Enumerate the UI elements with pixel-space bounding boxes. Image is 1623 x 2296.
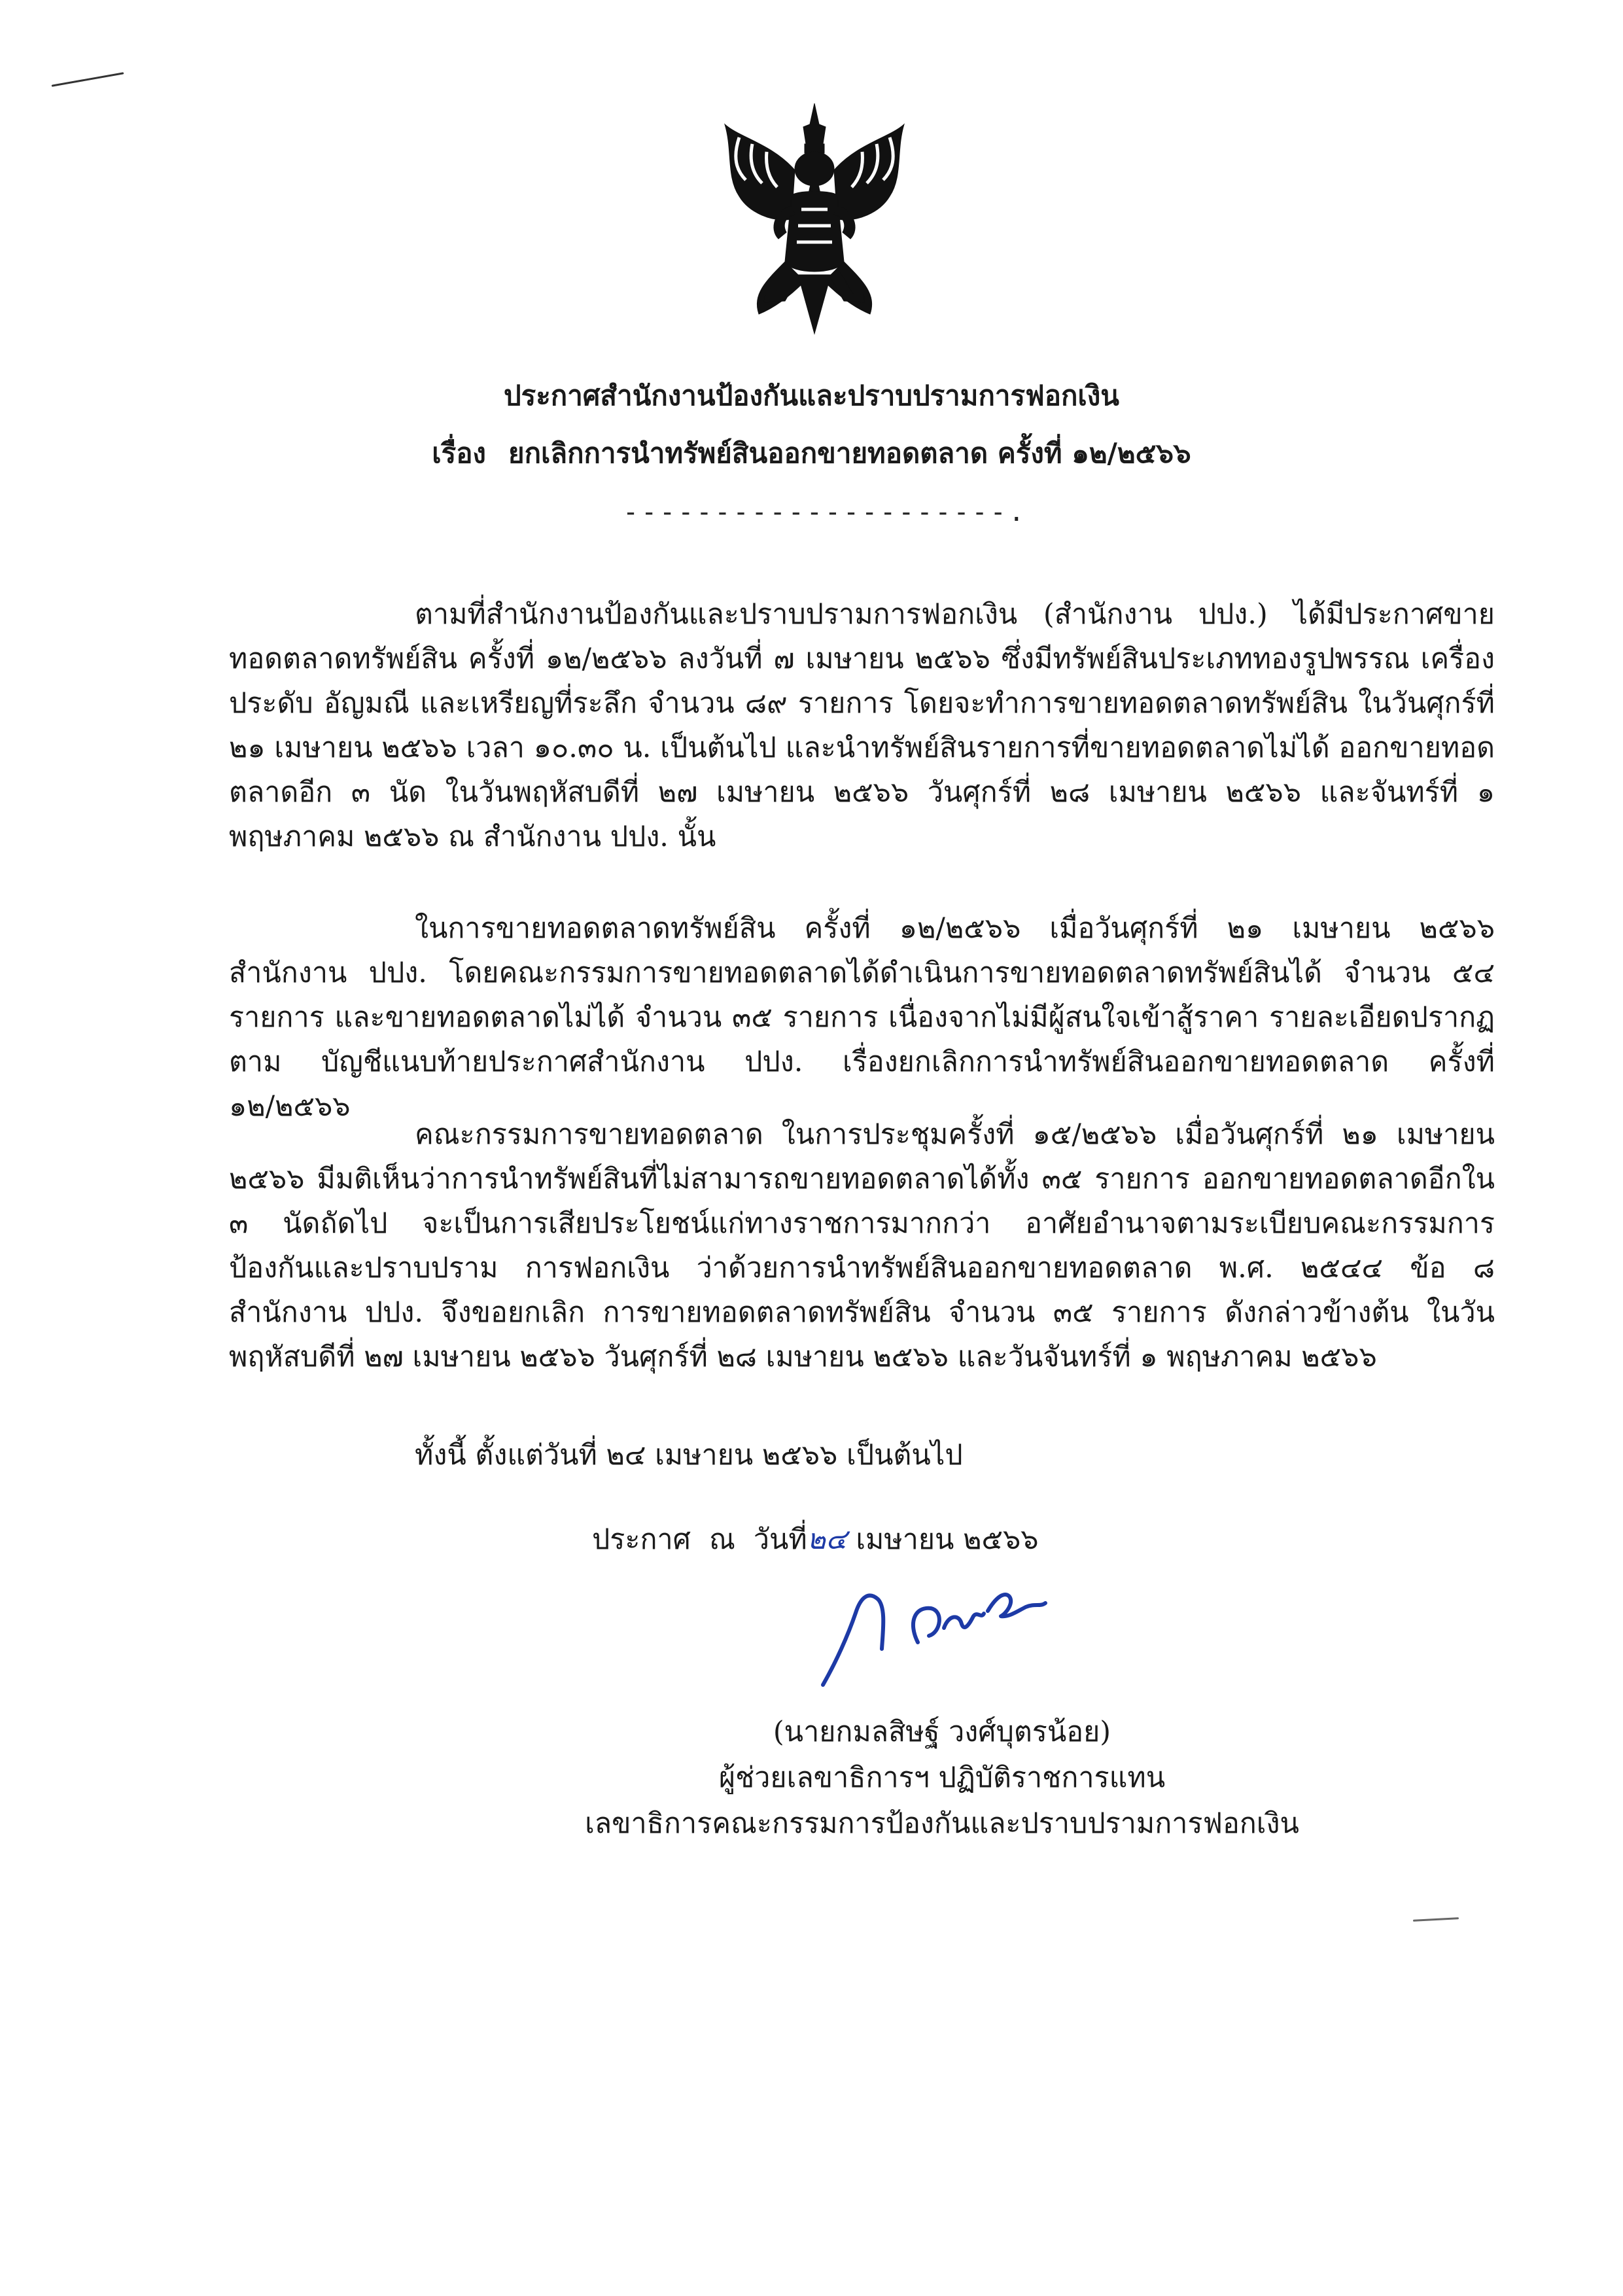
paragraph-2: ในการขายทอดตลาดทรัพย์สิน ครั้งที่ ๑๒/๒๕๖๖ เมื่อวันศุกร์ที่ ๒๑ เมษายน ๒๕๖๖ สำนักงาน ปปง. โดยคณะกรรมการขายทอดตลาดได้ดำเนินการขายทอดตลาดทรัพย์สินได้ จำนวน ๕๔ รายการ และขายทอดตลาดไม่ได้ จำนวน ๓๕ รายการ เนื่องจากไม่มีผู้สนใจเข้าสู้ราคา รายละเอียดปรากฏตาม บัญชีแนบท้ายประกาศสำนักงาน ปปง. เรื่องยกเลิกการนำทรัพย์สินออกขายทอดตลาด ครั้งที่ ๑๒/๒๕๖๖ [229, 912, 1495, 1123]
document-subject [0, 432, 1623, 475]
paragraph-1: ตามที่สำนักงานป้องกันและปราบปรามการฟอกเงิน (สำนักงาน ปปง.) ได้มีประกาศขายทอดตลาดทรัพย์สิน ครั้งที่ ๑๒/๒๕๖๖ ลงวันที่ ๗ เมษายน ๒๕๖๖ ซึ่งมีทรัพย์สินประเภททองรูปพรรณ เครื่องประดับ อัญมณี และเหรียญที่ระลึก จำนวน ๘๙ รายการ โดยจะทำการขายทอดตลาดทรัพย์สิน ในวันศุกร์ที่ ๒๑ เมษายน ๒๕๖๖ เวลา ๑๐.๓๐ น. เป็นต้นไป และนำทรัพย์สินรายการที่ขายทอดตลาดไม่ได้ ออกขายทอดตลาดอีก ๓ นัด ในวันพฤหัสบดีที่ ๒๗ เมษายน ๒๕๖๖ วันศุกร์ที่ ๒๘ เมษายน ๒๕๖๖ และจันทร์ที่ ๑ พฤษภาคม ๒๕๖๖ ณ สำนักงาน ปปง. นั้น [229, 598, 1495, 853]
scan-mark [52, 72, 124, 86]
scan-mark [1413, 1917, 1459, 1922]
signature-icon [810, 1551, 1058, 1695]
announce-at: ณ [708, 1523, 735, 1556]
paragraph-4: ทั้งนี้ ตั้งแต่วันที่ ๒๔ เมษายน ๒๕๖๖ เป็นต้นไป [415, 1439, 963, 1472]
signature-block [543, 1709, 1341, 1846]
announce-label: ประกาศ [592, 1523, 691, 1556]
document-title: ประกาศสำนักงานป้องกันและปราบปรามการฟอกเงิน [503, 380, 1119, 412]
separator-line: ---------------------. [623, 497, 1027, 527]
announce-day-prefix: วันที่ [753, 1523, 807, 1556]
signer-position-1: ผู้ช่วยเลขาธิการฯ ปฏิบัติราชการแทน [718, 1761, 1166, 1794]
announce-month-year: เมษายน ๒๕๖๖ [856, 1523, 1039, 1556]
subject-text: ยกเลิกการนำทรัพย์สินออกขายทอดตลาด ครั้งที่ ๑๒/๒๕๖๖ [508, 437, 1191, 469]
subject-label: เรื่อง [432, 437, 486, 469]
handwritten-day: ๒๔ [807, 1523, 847, 1556]
paragraph-3: คณะกรรมการขายทอดตลาด ในการประชุมครั้งที่ ๑๕/๒๕๖๖ เมื่อวันศุกร์ที่ ๒๑ เมษายน ๒๕๖๖ มีมติเห็นว่าการนำทรัพย์สินที่ไม่สามารถขายทอดตลาดได้ทั้ง ๓๕ รายการ ออกขายทอดตลาดอีกใน ๓ นัดถัดไป จะเป็นการเสียประโยชน์แก่ทางราชการมากกว่า อาศัยอำนาจตามระเบียบคณะกรรมการป้องกันและปราบปราม การฟอกเงิน ว่าด้วยการนำทรัพย์สินออกขายทอดตลาด พ.ศ. ๒๕๔๔ ข้อ ๘ สำนักงาน ปปง. จึงขอยกเลิก การขายทอดตลาดทรัพย์สิน จำนวน ๓๕ รายการ ดังกล่าวข้างต้น ในวันพฤหัสบดีที่ ๒๗ เมษายน ๒๕๖๖ วันศุกร์ที่ ๒๘ เมษายน ๒๕๖๖ และวันจันทร์ที่ ๑ พฤษภาคม ๒๕๖๖ [229, 1118, 1495, 1373]
signer-position-2: เลขาธิการคณะกรรมการป้องกันและปราบปรามการฟอกเงิน [585, 1807, 1299, 1840]
signer-name: (นายกมลสิษฐ์ วงศ์บุตรน้อย) [773, 1716, 1111, 1748]
garuda-emblem-icon [713, 98, 916, 347]
